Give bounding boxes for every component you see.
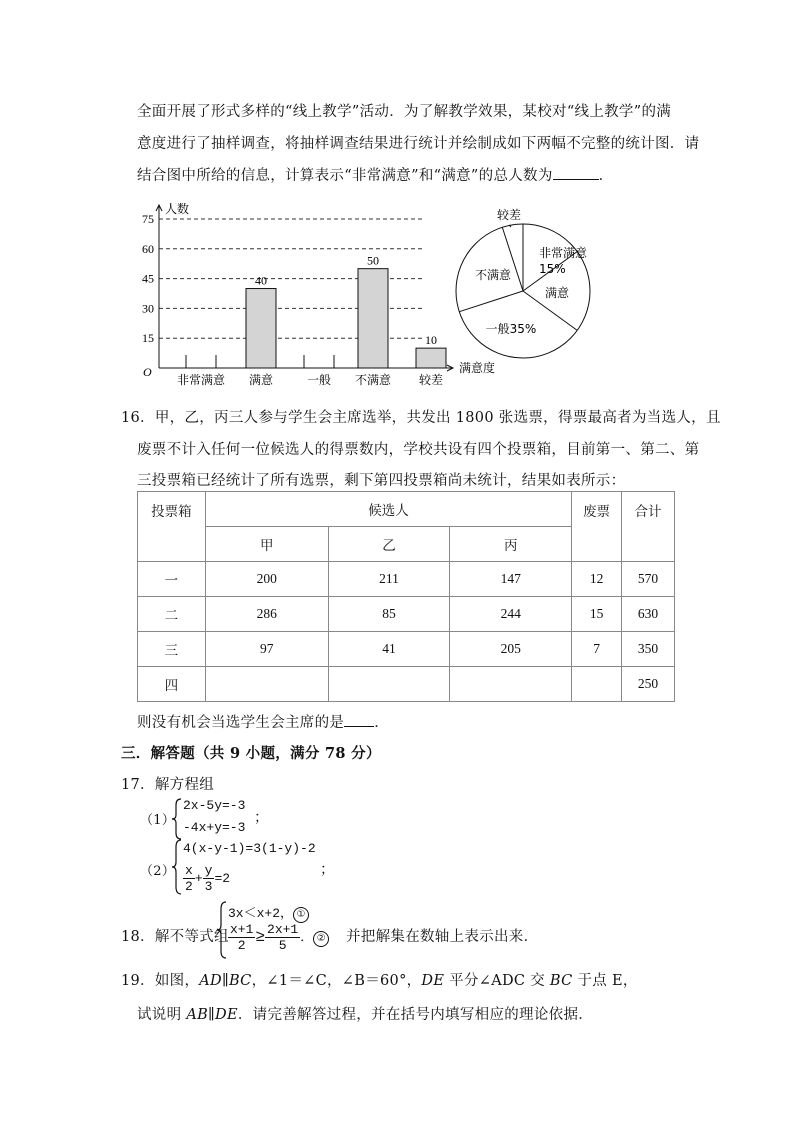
origin-label: O xyxy=(143,365,152,379)
q19-line1-a: 19．如图， xyxy=(121,973,200,989)
q17-part2-end: ； xyxy=(320,862,335,878)
x-tick-label: 不满意 xyxy=(354,373,392,387)
row-invalid xyxy=(572,667,622,702)
pie-slice-label: 较差 xyxy=(496,208,522,222)
answer-blank-15 xyxy=(553,165,599,180)
frac-num: 2x+1 xyxy=(267,922,299,937)
row-c: 205 xyxy=(450,632,572,667)
frac-den: 3 xyxy=(204,879,213,894)
row-a: 200 xyxy=(205,562,328,597)
frac-den: 2 xyxy=(237,938,246,953)
frac-2x1-over-5 xyxy=(265,922,300,953)
q16-answer-line xyxy=(137,711,389,732)
vote-table xyxy=(137,491,675,702)
q19-line1-f: BC xyxy=(549,973,573,989)
frac-num: x+1 xyxy=(230,922,254,937)
x-tick-label: 一般 xyxy=(306,373,332,387)
q16-line-1: 16．甲，乙，丙三人参与学生会主席选举，共发出 1800 张选票，得票最高者为当选人，且 xyxy=(121,410,721,426)
answer-blank-16 xyxy=(344,712,374,727)
q17-title: 17．解方程组 xyxy=(121,777,215,793)
q18-eq2 xyxy=(228,922,329,953)
y-tick-label: 75 xyxy=(142,212,154,226)
q17-part2-label: （2） xyxy=(140,864,176,879)
q19-line2-c: ．请完善解答过程，并在括号内填写相应的理论依据． xyxy=(237,1007,594,1023)
intro-line-1: 全面开展了形式多样的“线上教学”活动．为了解教学效果，某校对“线上教学”的满 xyxy=(137,104,672,120)
q17-part1-eq1: 2x-5y=-3 xyxy=(183,798,246,813)
table-header-candidate-b: 乙 xyxy=(328,527,450,562)
row-box: 三 xyxy=(138,632,206,667)
y-tick-label: 15 xyxy=(142,331,154,346)
pie-slice-label: 满意 xyxy=(544,286,570,300)
row-c: 147 xyxy=(450,562,572,597)
q17-part2-eq2 xyxy=(183,863,230,894)
y-axis-label: 人数 xyxy=(165,202,190,216)
row-b: 211 xyxy=(328,562,450,597)
plus-sign: + xyxy=(194,870,203,886)
table-header-candidate-a: 甲 xyxy=(205,527,328,562)
table-header-invalid: 废票 xyxy=(572,492,622,562)
q17-part1-eq2: -4x+y=-3 xyxy=(183,820,246,835)
pie-slice-label: 一般35% xyxy=(485,322,537,336)
frac-x-over-2 xyxy=(183,863,195,894)
bar xyxy=(246,289,276,368)
row-invalid: 7 xyxy=(572,632,622,667)
q19-line1-d: DE xyxy=(421,973,445,989)
x-tick-label: 非常满意 xyxy=(176,373,226,387)
q19-line1-b: AD∥BC xyxy=(199,973,252,989)
row-box: 四 xyxy=(138,667,206,702)
intro-line-2: 意度进行了抽样调查，将抽样调查结果进行统计并绘制成如下两幅不完整的统计图．请 xyxy=(137,136,700,152)
row-invalid: 15 xyxy=(572,597,622,632)
q17-part1-brace xyxy=(171,797,183,841)
section-3-title: 三．解答题（共 9 小题，满分 78 分） xyxy=(121,745,381,762)
q18-prefix: 18．解不等式组 xyxy=(121,929,229,945)
q19-line2-b: AB∥DE xyxy=(186,1007,238,1023)
x-tick-label: 满意 xyxy=(248,373,274,387)
bar xyxy=(416,348,446,368)
table-header-candidate-c: 丙 xyxy=(450,527,572,562)
x-axis-label: 满意度 xyxy=(459,361,496,375)
bar-chart xyxy=(135,197,496,387)
table-header-candidates: 候选人 xyxy=(205,492,571,527)
eq-rhs: =2 xyxy=(214,870,231,886)
q19-line1-c: ，∠1＝∠C，∠B＝60°， xyxy=(251,973,422,989)
q18-brace xyxy=(216,900,228,960)
q16-line-2: 废票不计入任何一位候选人的得票数内，学校共设有四个投票箱，目前第一、第二、第 xyxy=(137,442,700,458)
y-tick-label: 30 xyxy=(142,301,154,316)
q18-eq1 xyxy=(228,902,309,923)
table-row xyxy=(138,667,675,702)
bar xyxy=(358,269,388,368)
pie-slice-label: 不满意 xyxy=(474,268,512,282)
q17-part1-label: （1） xyxy=(140,813,176,828)
intro-line-3-text: 结合图中所给的信息，计算表示“非常满意”和“满意”的总人数为 xyxy=(137,168,553,184)
row-box: 二 xyxy=(138,597,206,632)
ineq-relation: ≥ xyxy=(255,927,266,946)
intro-line-3 xyxy=(137,164,613,185)
circle-number-2: ② xyxy=(313,931,329,947)
y-tick-label: 45 xyxy=(142,271,154,286)
frac-den: 5 xyxy=(278,938,287,953)
row-c xyxy=(450,667,572,702)
q16-answer-end: ． xyxy=(374,715,390,731)
q19-line-2 xyxy=(137,1003,593,1024)
row-total: 350 xyxy=(622,632,675,667)
pie-slice-label: 非常满意 xyxy=(539,246,588,260)
row-b: 41 xyxy=(328,632,450,667)
y-tick-label: 60 xyxy=(142,241,154,256)
q19-line-1 xyxy=(121,969,638,990)
table-header-total: 合计 xyxy=(622,492,675,562)
q18-ineq1: 3x＜x+2， xyxy=(228,906,294,921)
row-total: 250 xyxy=(622,667,675,702)
pie-slice-sublabel: 15% xyxy=(539,262,566,276)
frac-num: y xyxy=(204,863,213,878)
table-row xyxy=(138,632,675,667)
row-b: 85 xyxy=(328,597,450,632)
q18-dot: ． xyxy=(300,929,314,945)
table-row xyxy=(138,597,675,632)
q16-line-3: 三投票箱已经统计了所有选票，剩下第四投票箱尚未统计，结果如表所示： xyxy=(137,473,626,489)
q17-part1-end: ； xyxy=(254,810,269,826)
pie-chart xyxy=(450,197,600,387)
x-tick-label: 较差 xyxy=(418,373,444,387)
row-total: 570 xyxy=(622,562,675,597)
table-header-box: 投票箱 xyxy=(138,492,206,562)
q16-answer-text: 则没有机会当选学生会主席的是 xyxy=(137,715,345,731)
bar-data-label: 10 xyxy=(425,333,437,348)
frac-num: x xyxy=(185,863,193,878)
q17-part2-brace xyxy=(171,838,183,896)
q17-part2-eq1: 4(x-y-1)=3(1-y)-2 xyxy=(183,841,316,856)
bar-data-label: 50 xyxy=(367,253,379,268)
q19-line2-a: 试说明 xyxy=(137,1007,187,1023)
q19-line1-g: 于点 E， xyxy=(572,973,638,989)
q19-line1-e: 平分∠ADC 交 xyxy=(444,973,550,989)
circle-number-1: ① xyxy=(293,907,309,923)
frac-den: 2 xyxy=(185,879,193,894)
table-row xyxy=(138,562,675,597)
row-b xyxy=(328,667,450,702)
frac-y-over-3 xyxy=(203,863,215,894)
row-c: 244 xyxy=(450,597,572,632)
row-a: 97 xyxy=(205,632,328,667)
intro-line-3-end: ． xyxy=(598,168,614,184)
row-total: 630 xyxy=(622,597,675,632)
bar-data-label: 40 xyxy=(255,273,267,288)
q18-suffix: 并把解集在数轴上表示出来． xyxy=(346,929,539,945)
row-a: 286 xyxy=(205,597,328,632)
row-a xyxy=(205,667,328,702)
frac-x1-over-2 xyxy=(228,922,255,953)
row-box: 一 xyxy=(138,562,206,597)
row-invalid: 12 xyxy=(572,562,622,597)
